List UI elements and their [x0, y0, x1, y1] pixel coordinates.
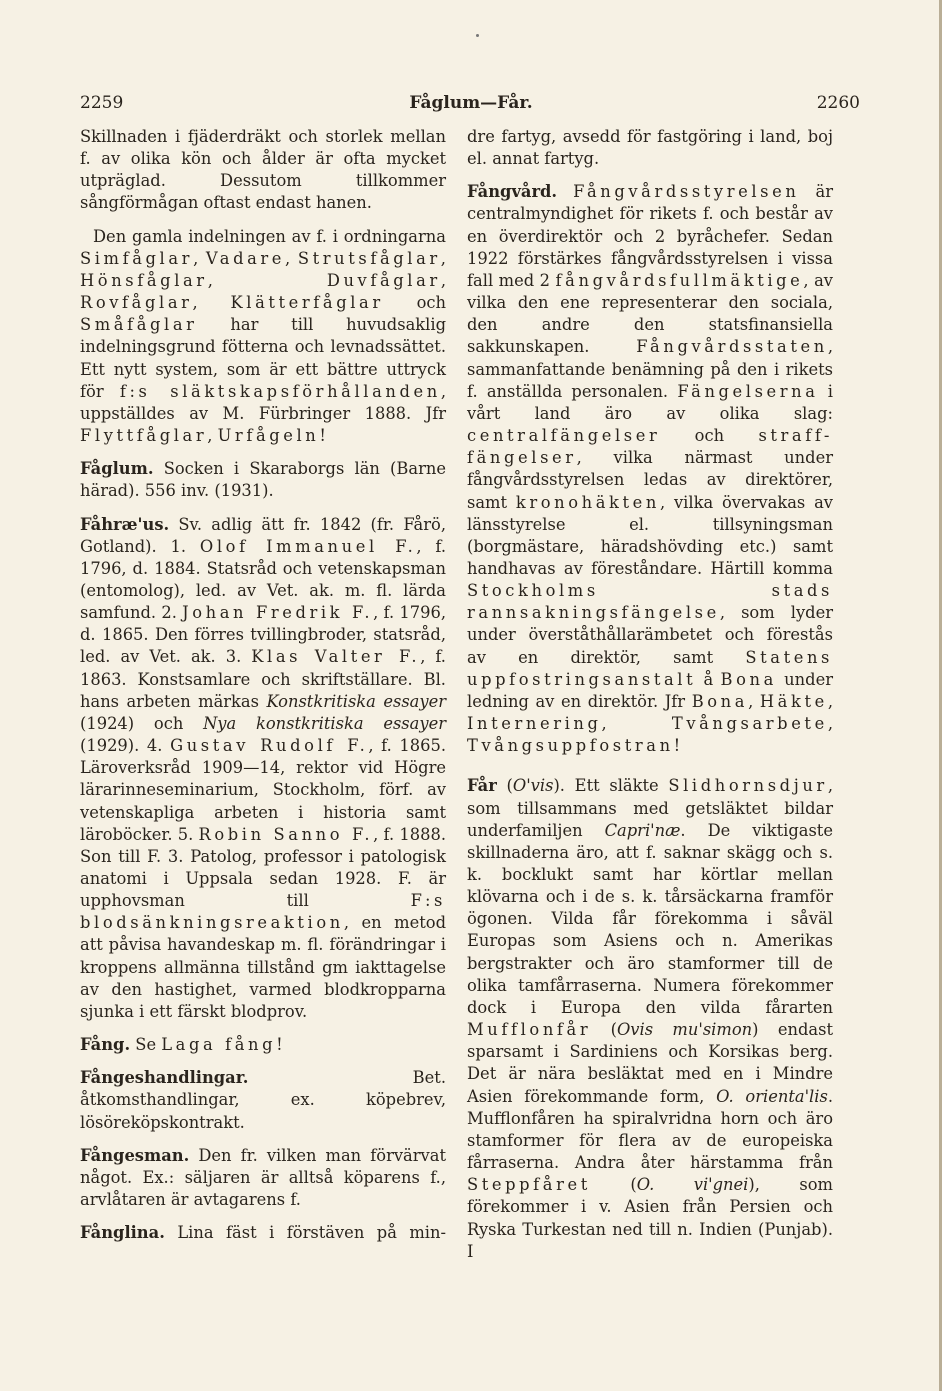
entry-fangvard: Fångvård. Fångvårdsstyrelsen är centralmyndighet för rikets f. och består av en överdirektör och 2 byråchefer. Sedan 1922 förstärkes fångvårdsstyrelsen i vissa fall med 2 fångvårdsfullmäktige, av vilka den ene representerar den sociala, den andre den statsfinansiella sakkunskapen. Fångvårdsstaten, sammanfattande benämning på den i rikets f. anställda personalen. Fängelserna i vårt land äro av olika slag: centralfängelser och straff-fängelser, vilka närmast under fångvårdsstyrelsen ledas av direktörer, samt kronohäkten, vilka övervakas av länsstyrelse el. tillsyningsman (borgmästare, häradshövding etc.) samt handhavas av föreståndare. Härtill komma Stockholms stads rannsakningsfängelse, som lyder under överståthållarämbetet och förestås av en direktör, samt Statens uppfostringsanstalt å Bona under ledning av en direktör. Jfr Bona, Häkte, Internering, Tvångsarbete, Tvångsuppfostran!: [467, 182, 834, 756]
headword: Fångeshandlingar.: [80, 1068, 249, 1088]
left-column: [80, 126, 446, 1255]
right-column: [467, 126, 833, 1274]
left-page-number: 2259: [80, 93, 124, 113]
entry-far: Får (O'vis). Ett släkte Slidhornsdjur, som tillsammans med getsläktet bildar underfamiljen Capri'næ. De viktigaste skillnaderna äro, att f. saknar skägg och s. k. bocklukt samt har körtlar mellan klövarna och i de s. k. tårsäckarna framför ögonen. Vilda får förekomma i såväl Europas som Asiens och n. Amerikas bergstrakter och äro stamformer till de olika tamfårraserna. Numera förekommer dock i Europa den vilda fårarten Mufflonfår (Ovis mu'simon) endast sparsamt i Sardiniens och Korsikas berg. Det är nära besläktat med en i Mindre Asien förekommande form, O. orienta'lis. Mufflonfåren ha spiralvridna horn och äro stamformer för flera av de europeiska fårraserna. Andra åter härstamma från Steppfåret (O. vi'gnei), som förekommer i v. Asien från Persien och Ryska Turkestan ned till n. Indien (Punjab). I: [467, 776, 834, 1261]
headword: Fåhræ'us.: [80, 514, 170, 534]
entry-paragraph: Den gamla indelningen av f. i ordningarna Simfåglar, Vadare, Strutsfåglar, Hönsfåglar, Duvfåglar, Rovfåglar, Klätterfåglar och Småfåglar har till huvudsaklig indelningsgrund fötterna och levnadssättet. Ett nytt system, som är ett bättre uttryck för f:s släktskapsförhållanden, uppställdes av M. Fürbringer 1888. Jfr Flyttfåglar, Urfågeln!: [80, 226, 446, 446]
running-head: Fåglum—Får.: [409, 93, 533, 113]
entry-continuation: Skillnaden i fjäderdräkt och storlek mellan f. av olika kön och ålder är ofta mycket utpräglad. Dessutom tillkommer sångförmågan oftast endast hanen.: [80, 127, 446, 213]
headword: Fåglum.: [80, 459, 154, 479]
right-page-number: 2260: [816, 93, 860, 113]
entry-fangeshandlingar: Fångeshandlingar. Bet. åtkomsthandlingar, ex. köpebrev, lösöreköpskontrakt.: [80, 1068, 446, 1132]
entry-fanglina: Fånglina. Lina fäst i förstäven på min-: [80, 1223, 446, 1243]
print-speck: [476, 34, 479, 37]
entry-fang: Fång. Se Laga fång!: [80, 1035, 283, 1055]
entry-continuation: dre fartyg, avsedd för fastgöring i land, boj el. annat fartyg.: [467, 127, 833, 169]
entry-fangesman: Fångesman. Den fr. vilken man förvärvat något. Ex.: säljaren är alltså köparens f., arvlåtaren är avtagarens f.: [80, 1145, 446, 1210]
entry-faglum: Fåglum. Socken i Skaraborgs län (Barne härad). 556 inv. (1931).: [80, 459, 446, 501]
headword: Fångesman.: [80, 1145, 190, 1165]
headword: Fångvård.: [467, 182, 558, 202]
headword: Fång.: [80, 1035, 131, 1055]
headword: Får: [467, 776, 497, 796]
entry-fahraeus: Fåhræ'us. Sv. adlig ätt fr. 1842 (fr. Fårö, Gotland). 1. Olof Immanuel F., f. 1796, d. 1884. Statsråd och vetenskapsman (entomolog), led. av Vet. ak. m. fl. lärda samfund. 2. Johan Fredrik F., f. 1796, d. 1865. Den förres tvillingbroder, statsråd, led. av Vet. ak. 3. Klas Valter F., f. 1863. Konstsamlare och skriftställare. Bl. hans arbeten märkas Konstkritiska essayer (1924) och Nya konstkritiska essayer (1929). 4. Gustav Rudolf F., f. 1865. Läroverksråd 1909—14, rektor vid Högre lärarinneseminarium, Stockholm, förf. av vetenskapliga arbeten i historia samt läroböcker. 5. Robin Sanno F., f. 1888. Son till F. 3. Patolog, professor i patologisk anatomi i Uppsala sedan 1928. F. är upphovsman till F:s blodsänkningsreaktion, en metod att påvisa havandeskap m. fl. förändringar i kroppens allmänna tillstånd gm iakttagelse av den hastighet, varmed blodkropparna sjunka i ett färskt blodprov.: [80, 514, 447, 1021]
headword: Fånglina.: [80, 1223, 165, 1243]
